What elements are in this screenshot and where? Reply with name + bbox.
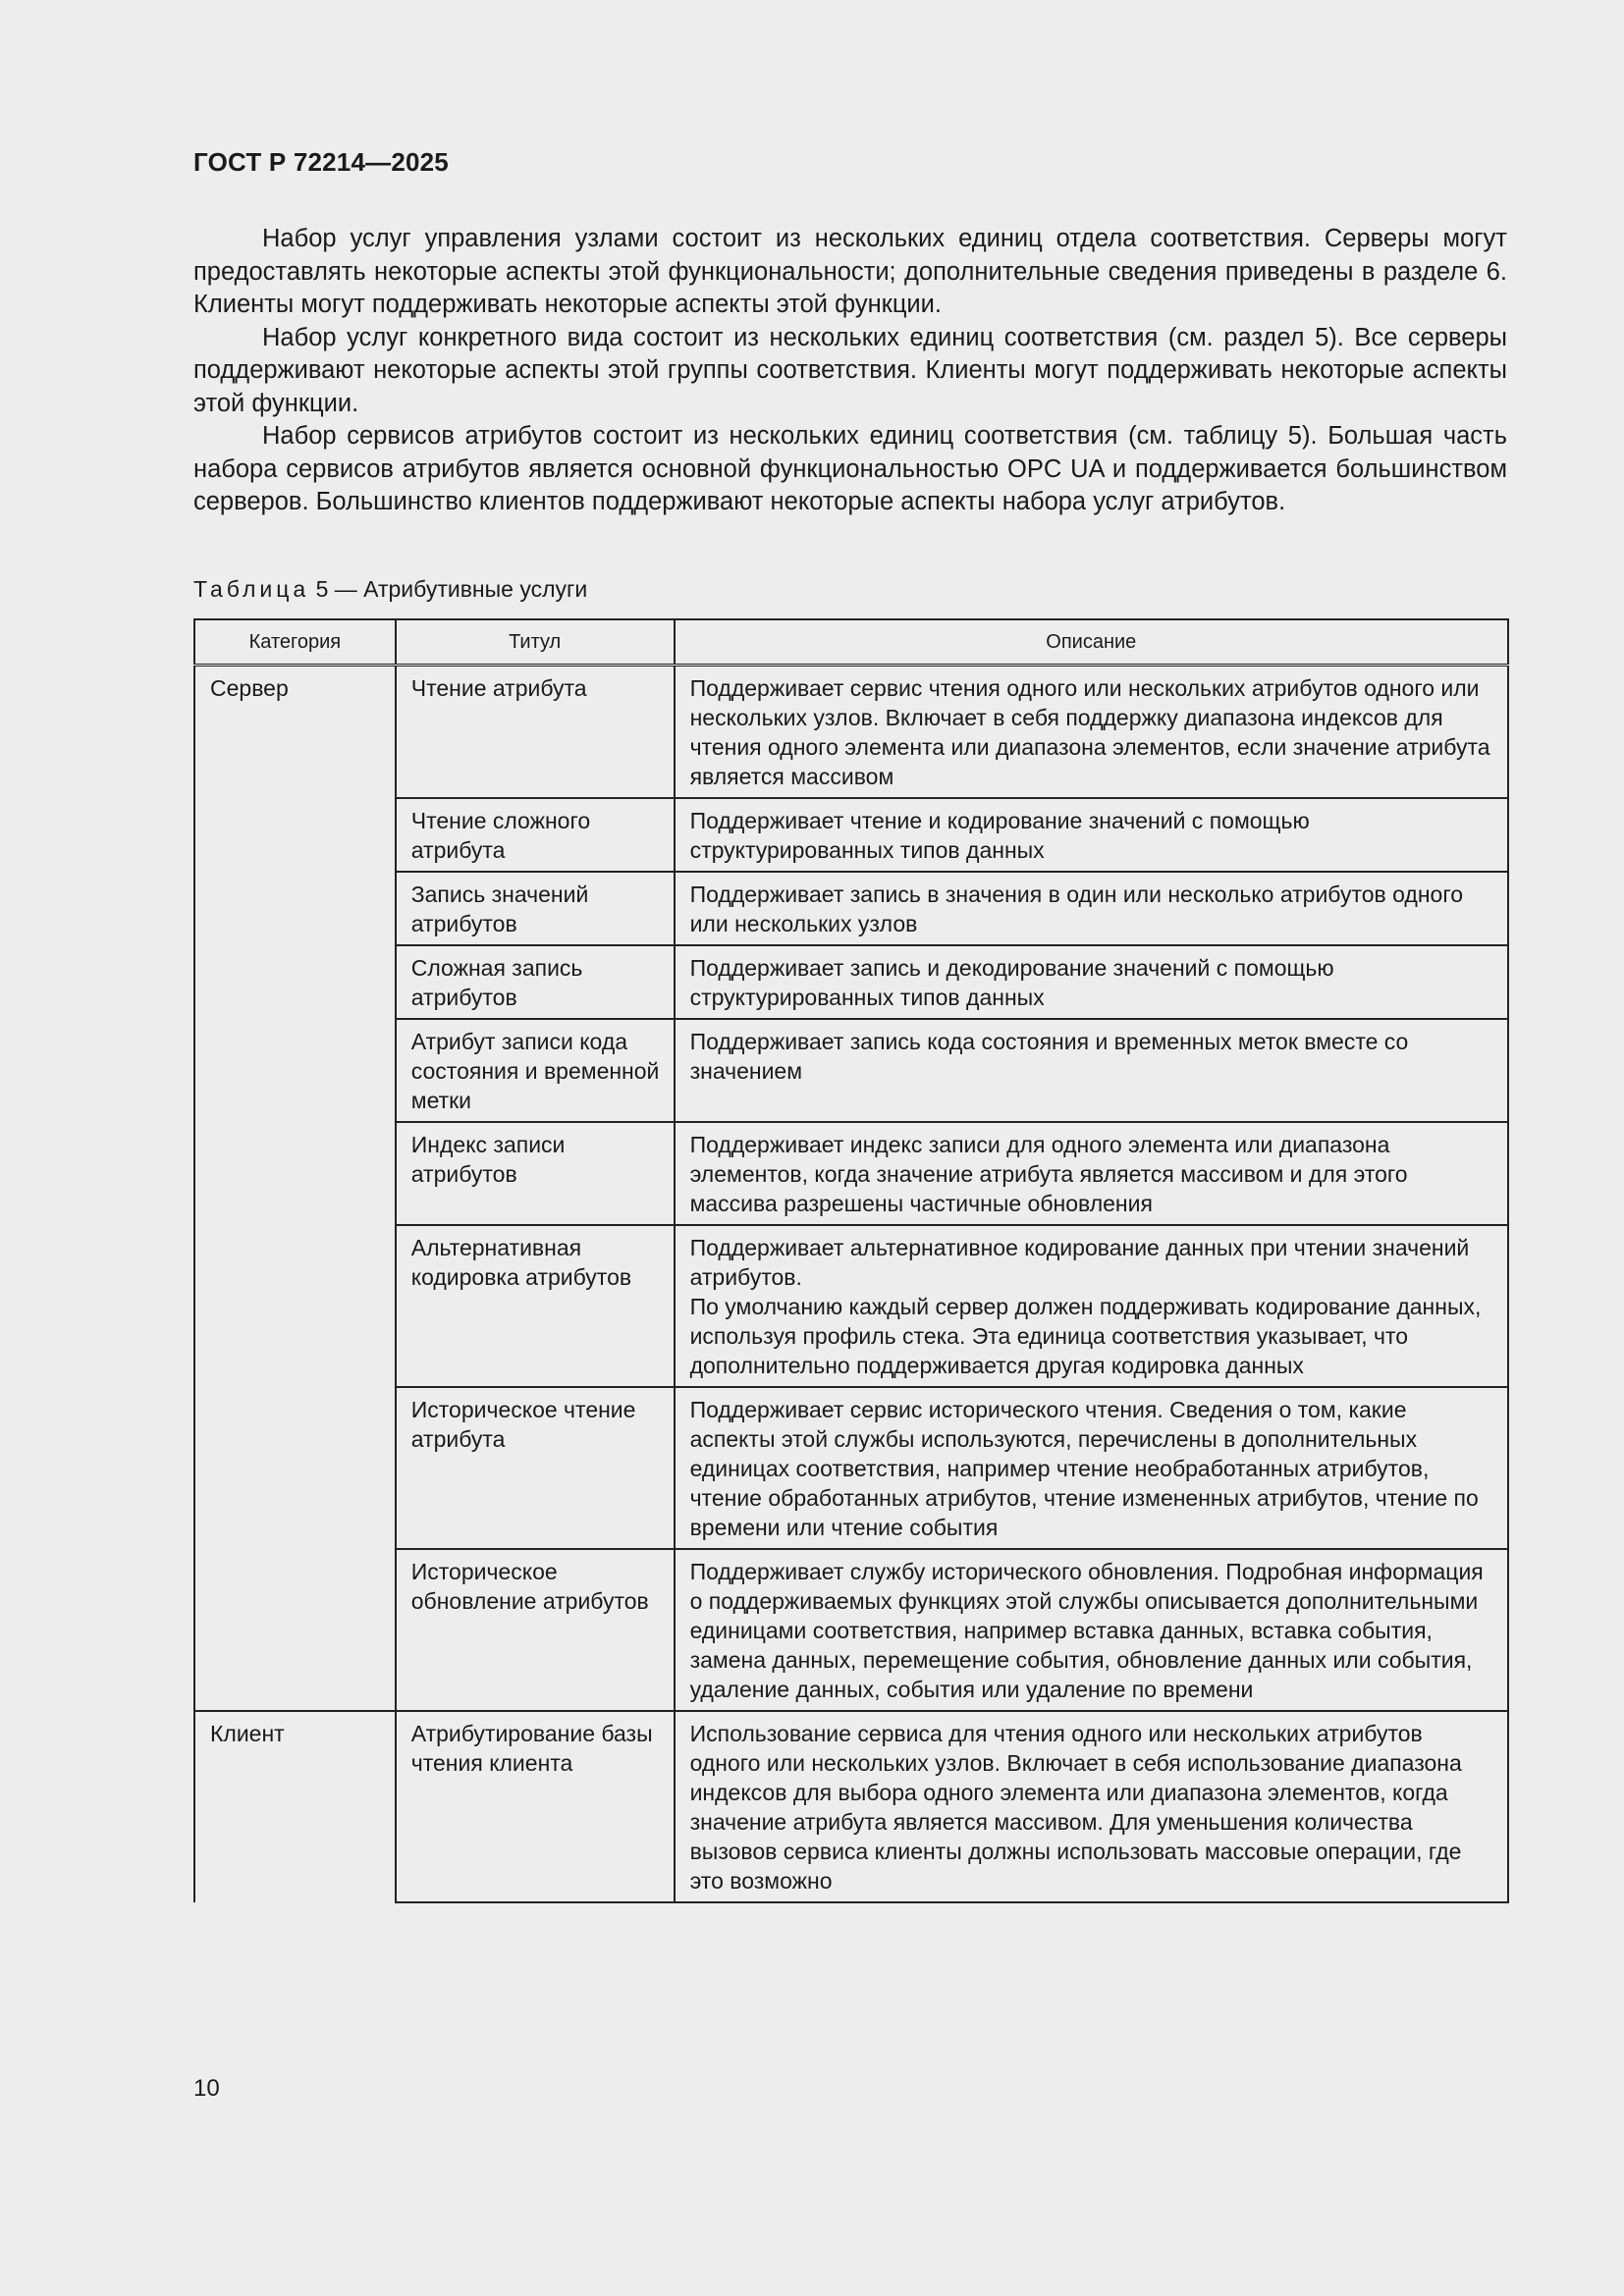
table-caption-word: Таблица [193,576,310,602]
description-text: Поддерживает альтернативное кодирование данных при чтении значений атрибутов. [689,1235,1470,1290]
document-header: ГОСТ Р 72214—2025 [193,147,449,177]
description-cell [675,1225,1508,1387]
description-cell: Поддерживает сервис исторического чтения. Сведения о том, какие аспекты этой службы используются, перечислены в дополнительных единицах соответствия, например чтение необработанных атрибутов, чтение обработанных атрибутов, чтение измененных атрибутов, чтение по времени или чтение события [675,1387,1508,1549]
description-cell: Поддерживает запись кода состояния и временных меток вместе со значением [675,1019,1508,1122]
description-cell: Поддерживает сервис чтения одного или нескольких атрибутов одного или нескольких узлов. Включает в себя поддержку диапазона индексов для чтения одного элемента или диапазона элементов, если значение атрибута является массивом [675,666,1508,799]
table-row [194,666,1508,799]
table-caption [193,576,587,603]
description-cell: Поддерживает чтение и кодирование значений с помощью структурированных типов данных [675,798,1508,872]
title-cell: Атрибутирование базы чтения клиента [396,1711,675,1902]
body-text [193,223,1507,519]
title-cell: Историческое чтение атрибута [396,1387,675,1549]
category-cell-server: Сервер [194,666,396,1712]
column-header-title: Титул [396,619,675,666]
description-cell: Поддерживает службу исторического обновления. Подробная информация о поддерживаемых функциях этой службы описывается дополнительными единицами соответствия, например вставка данных, вставка события, замена данных, перемещение события, обновление данных или события, удаление данных, события или удаление по времени [675,1549,1508,1711]
description-cell: Поддерживает запись и декодирование значений с помощью структурированных типов данных [675,945,1508,1019]
attribute-services-table [193,618,1509,1903]
table-row [194,1711,1508,1902]
category-cell-client: Клиент [194,1711,396,1902]
page-number: 10 [193,2075,220,2102]
paragraph: Набор сервисов атрибутов состоит из нескольких единиц соответствия (см. таблицу 5). Большая часть набора сервисов атрибутов является основной функциональностью OPC UA и поддерживается большинством серверов. Большинство клиентов поддерживают некоторые аспекты набора услуг атрибутов. [193,422,1507,515]
column-header-description: Описание [675,619,1508,666]
title-cell: Чтение сложного атрибута [396,798,675,872]
title-cell: Индекс записи атрибутов [396,1122,675,1225]
description-cell: Использование сервиса для чтения одного или нескольких атрибутов одного или нескольких узлов. Включает в себя использование диапазона индексов для выбора одного элемента или диапазона элементов, когда значение атрибута является массивом. Для уменьшения количества вызовов сервиса клиенты должны использовать массовые операции, где это возможно [675,1711,1508,1902]
title-cell: Альтернативная кодировка атрибутов [396,1225,675,1387]
title-cell: Запись значений атрибутов [396,872,675,945]
table-header-row [194,619,1508,666]
description-cell: Поддерживает индекс записи для одного элемента или диапазона элементов, когда значение атрибута является массивом и для этого массива разрешены частичные обновления [675,1122,1508,1225]
description-cell: Поддерживает запись в значения в один или несколько атрибутов одного или нескольких узлов [675,872,1508,945]
paragraph: Набор услуг конкретного вида состоит из нескольких единиц соответствия (см. раздел 5). Все серверы поддерживают некоторые аспекты этой группы соответствия. Клиенты могут поддерживать некоторые аспекты этой функции. [193,323,1507,417]
title-cell: Сложная запись атрибутов [396,945,675,1019]
description-text: По умолчанию каждый сервер должен поддерживать кодирование данных, используя профиль стека. Эта единица соответствия указывает, что дополнительно поддерживается другая кодировка данных [689,1294,1482,1378]
title-cell: Чтение атрибута [396,666,675,799]
title-cell: Историческое обновление атрибутов [396,1549,675,1711]
column-header-category: Категория [194,619,396,666]
paragraph: Набор услуг управления узлами состоит из нескольких единиц отдела соответствия. Серверы могут предоставлять некоторые аспекты этой функциональности; дополнительные сведения приведены в разделе 6. Клиенты могут поддерживать некоторые аспекты этой функции. [193,225,1507,318]
table-caption-title: 5 — Атрибутивные услуги [309,576,588,602]
title-cell: Атрибут записи кода состояния и временной метки [396,1019,675,1122]
